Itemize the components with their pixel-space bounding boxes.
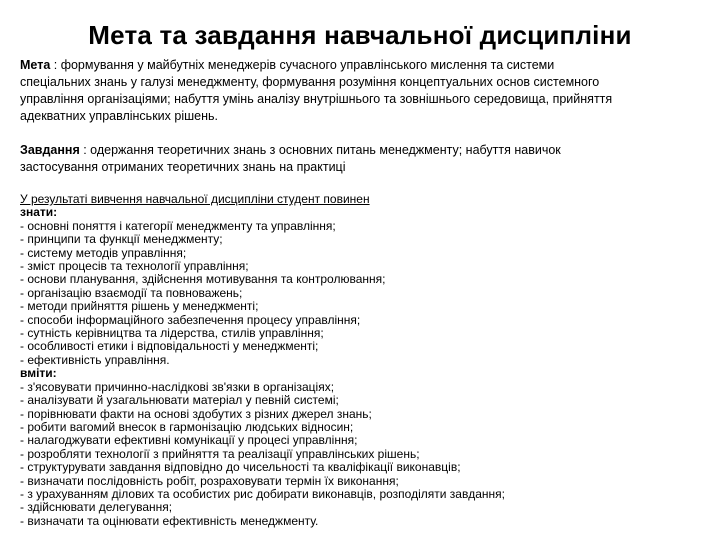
goal-text-line: адекватних управлінських рішень. — [20, 109, 218, 123]
able-list-item: - здійснювати делегування; — [20, 500, 173, 515]
slide-title: Мета та завдання навчальної дисципліни — [88, 20, 632, 50]
know-list-item: - основи планування, здійснення мотивування та контролювання; — [20, 272, 386, 287]
know-list-item: - особливості етики і відповідальності у менеджменті; — [20, 339, 319, 354]
know-list-item: - ефективність управління. — [20, 352, 170, 367]
goal-section — [20, 57, 710, 125]
able-list-item: - структурувати завдання відповідно до чисельності та кваліфікації виконавців; — [20, 460, 461, 475]
know-list-item: - методи прийняття рішень у менеджменті; — [20, 299, 259, 314]
able-list-item: - з'ясовувати причинно-наслідкові зв'язки в організаціях; — [20, 379, 335, 394]
able-list-item: - з урахуванням ділових та особистих рис добирати виконавців, розподіляти завдання; — [20, 486, 505, 501]
goal-text-line: управління організаціями; набуття умінь аналізу внутрішнього та зовнішнього середовища, прийняття — [20, 92, 613, 106]
know-list-item: - принципи та функції менеджменту; — [20, 232, 223, 247]
goal-text-line: спеціальних знань у галузі менеджменту, формування розуміння концептуальних основ системного — [20, 75, 600, 89]
know-list-item: - організацію взаємодії та повноважень; — [20, 285, 243, 300]
know-list-item: - зміст процесів та технології управління; — [20, 259, 249, 274]
know-list-item: - основні поняття і категорії менеджменту та управління; — [20, 218, 336, 233]
able-list-item: - розробляти технології з прийняття та реалізації управлінських рішень; — [20, 446, 420, 461]
able-list — [20, 381, 710, 528]
able-list-item: - порівнювати факти на основі здобутих з різних джерел знань; — [20, 406, 372, 421]
results-intro: У результаті вивчення навчальної дисципліни студент повинен — [20, 192, 370, 206]
know-list-item: - сутність керівництва та лідерства, стилів управління; — [20, 326, 324, 341]
able-list-item: - аналізувати й узагальнювати матеріал у певній системі; — [20, 393, 339, 408]
know-list — [20, 220, 710, 367]
know-list-item: - способи інформаційного забезпечення процесу управління; — [20, 312, 361, 327]
know-list-item: - систему методів управління; — [20, 245, 187, 260]
able-label: вміти: — [20, 366, 57, 381]
goal-text-line: : формування у майбутніх менеджерів сучасного управлінського мислення та системи — [50, 58, 555, 72]
task-section — [20, 142, 710, 176]
able-list-item: - налагоджувати ефективні комунікації у процесі управління; — [20, 433, 358, 448]
know-label: знати: — [20, 205, 58, 220]
able-list-item: - визначати послідовність робіт, розраховувати термін їх виконання; — [20, 473, 399, 488]
goal-label: Мета — [20, 58, 51, 72]
able-list-item: - робити вагомий внесок в гармонізацію людських відносин; — [20, 419, 354, 434]
able-list-item: - визначати та оцінювати ефективність менеджменту. — [20, 513, 319, 528]
task-text-line: : одержання теоретичних знань з основних питань менеджменту; набуття навичок — [79, 143, 561, 157]
task-label: Завдання — [20, 143, 80, 157]
task-text-line: застосування отриманих теоретичних знань на практиці — [20, 160, 346, 174]
results-section — [20, 193, 710, 528]
